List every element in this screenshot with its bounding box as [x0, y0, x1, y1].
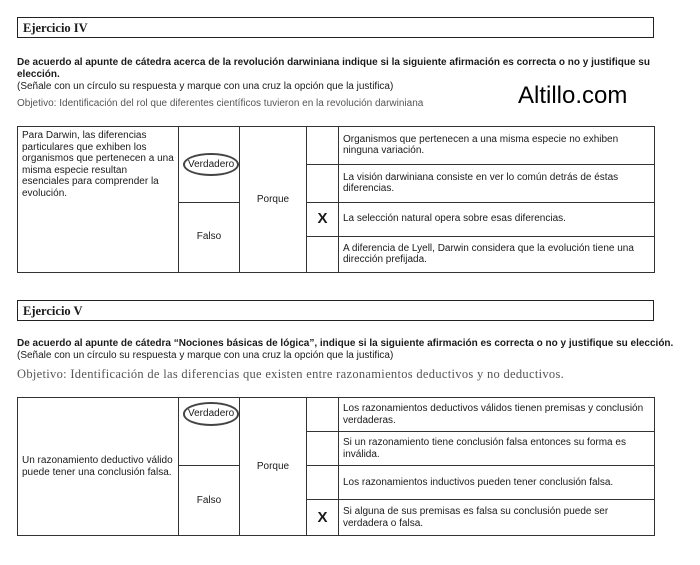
exercise-4-option-1: Organismos que pertenecen a una misma especie no exhiben ninguna variación.: [339, 127, 655, 165]
exercise-4-mark-1[interactable]: [307, 127, 339, 165]
exercise-4-option-4: A diferencia de Lyell, Darwin considera que la evolución tiene una dirección prefijada.: [339, 236, 655, 272]
exercise-5-objective: Objetivo: Identificación de las diferencias que existen entre razonamientos deductivos y no deductivos.: [17, 367, 565, 381]
exercise-4-mark-4[interactable]: [307, 236, 339, 272]
exercise-5-instruction-bold: De acuerdo al apunte de cátedra “Nociones básicas de lógica”, indique si la siguiente afirmación es correcta o no y justifique su elección.: [17, 338, 674, 349]
exercise-4-mark-2[interactable]: [307, 164, 339, 202]
exercise-5-table: [17, 397, 655, 536]
watermark: Altillo.com: [518, 82, 628, 109]
exercise-5-instruction-note: (Señale con un círculo su respuesta y marque con una cruz la opción que la justifica): [17, 350, 394, 361]
exercise-5-true-answer[interactable]: Verdadero: [183, 402, 239, 426]
exercise-5-mark-3[interactable]: [307, 466, 339, 500]
exercise-4-objective: Objetivo: Identificación del rol que diferentes científicos tuvieron en la revolución darwiniana: [17, 98, 424, 109]
exercise-5-instruction: [17, 338, 700, 362]
exercise-5-premise: Un razonamiento deductivo válido puede tener una conclusión falsa.: [18, 398, 179, 536]
exercise-4-mark-3[interactable]: X: [307, 202, 339, 236]
exercise-5-true-cell[interactable]: [179, 398, 240, 466]
exercise-5-option-4: Si alguna de sus premisas es falsa su conclusión puede ser verdadera o falsa.: [339, 500, 655, 536]
exercise-4-premise-filler: [18, 202, 179, 272]
exercise-5-option-3: Los razonamientos inductivos pueden tener conclusión falsa.: [339, 466, 655, 500]
exercise-4-option-2: La visión darwiniana consiste en ver lo común detrás de éstas diferencias.: [339, 164, 655, 202]
exercise-5-mark-1[interactable]: [307, 398, 339, 432]
exercise-4-instruction-note: (Señale con un círculo su respuesta y marque con una cruz la opción que la justifica): [17, 81, 394, 92]
exercise-4-premise: Para Darwin, las diferencias particulares que exhiben los organismos que pertenecen a una misma especie resultan esenciales para comprender la evolución.: [18, 127, 179, 203]
exercise-4-true-answer[interactable]: Verdadero: [183, 153, 239, 177]
exercise-4-true-cell[interactable]: [179, 127, 240, 203]
exercise-5-false-answer[interactable]: Falso: [179, 466, 240, 536]
exercise-4-false-answer[interactable]: Falso: [179, 202, 240, 272]
exercise-5-option-1: Los razonamientos deductivos válidos tienen premisas y conclusión verdaderas.: [339, 398, 655, 432]
exercise-5-mark-2[interactable]: [307, 432, 339, 466]
exercise-5-because: Porque: [240, 398, 307, 536]
exercise-4-because: Porque: [240, 127, 307, 273]
exercise-4-instruction-bold: De acuerdo al apunte de cátedra acerca de la revolución darwiniana indique si la siguiente afirmación es correcta o no y justifique su elección.: [17, 57, 650, 80]
exercise-5-option-2: Si un razonamiento tiene conclusión falsa entonces su forma es inválida.: [339, 432, 655, 466]
exercise-4-table: [17, 126, 655, 273]
exercise-4-title: Ejercicio IV: [17, 17, 654, 38]
exercise-4-option-3: La selección natural opera sobre esas diferencias.: [339, 202, 655, 236]
exercise-5-title: Ejercicio V: [17, 300, 654, 321]
exercise-5-mark-4[interactable]: X: [307, 500, 339, 536]
